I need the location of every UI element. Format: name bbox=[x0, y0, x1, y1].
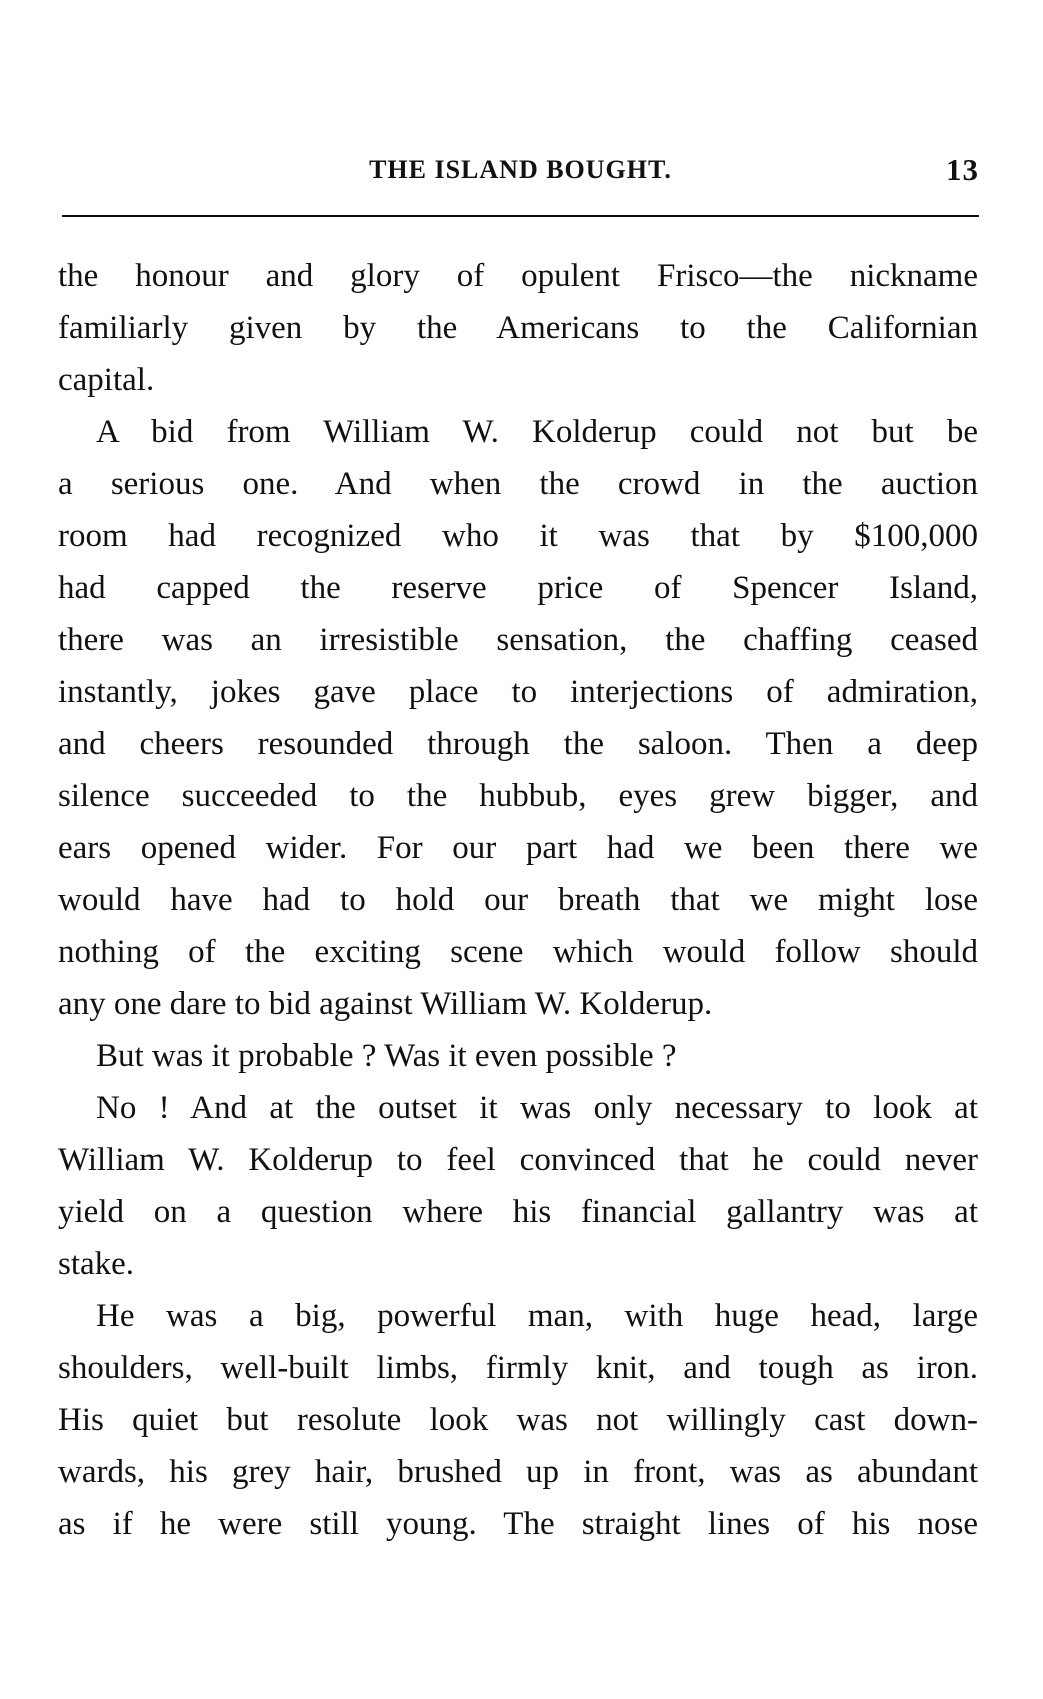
text-line: His quiet but resolute look was not willingly cast down- bbox=[58, 1402, 978, 1438]
text-line: shoulders, well-built limbs, firmly knit, and tough as iron. bbox=[58, 1350, 978, 1386]
text-line: room had recognized who it was that by $100,000 bbox=[58, 518, 978, 554]
text-line: stake. bbox=[58, 1246, 135, 1282]
text-line: a serious one. And when the crowd in the auction bbox=[58, 466, 978, 502]
text-line: nothing of the exciting scene which would follow should bbox=[58, 934, 978, 970]
text-line: No ! And at the outset it was only necessary to look at bbox=[96, 1090, 978, 1126]
text-line: familiarly given by the Americans to the Californian bbox=[58, 310, 978, 346]
text-line: But was it probable ? Was it even possible ? bbox=[96, 1038, 677, 1074]
text-line: and cheers resounded through the saloon. Then a deep bbox=[58, 726, 978, 762]
text-line: would have had to hold our breath that we might lose bbox=[58, 882, 978, 918]
text-line: instantly, jokes gave place to interjections of admiration, bbox=[58, 674, 978, 710]
text-line: there was an irresistible sensation, the chaffing ceased bbox=[58, 622, 978, 658]
header-rule bbox=[62, 215, 979, 217]
page-number: 13 bbox=[946, 152, 979, 187]
text-line: had capped the reserve price of Spencer Island, bbox=[58, 570, 978, 606]
running-head bbox=[62, 150, 979, 190]
text-line: A bid from William W. Kolderup could not but be bbox=[96, 414, 978, 450]
text-line: He was a big, powerful man, with huge head, large bbox=[96, 1298, 978, 1334]
body-text bbox=[58, 250, 978, 1550]
text-line: William W. Kolderup to feel convinced that he could never bbox=[58, 1142, 978, 1178]
text-line: ears opened wider. For our part had we been there we bbox=[58, 830, 978, 866]
running-title: THE ISLAND BOUGHT. bbox=[369, 155, 672, 184]
text-line: as if he were still young. The straight lines of his nose bbox=[58, 1506, 978, 1542]
text-line: capital. bbox=[58, 362, 155, 398]
text-line: yield on a question where his financial gallantry was at bbox=[58, 1194, 978, 1230]
text-line: the honour and glory of opulent Frisco—the nickname bbox=[58, 258, 978, 294]
text-line: any one dare to bid against William W. Kolderup. bbox=[58, 986, 713, 1022]
text-line: wards, his grey hair, brushed up in front, was as abundant bbox=[58, 1454, 978, 1490]
text-line: silence succeeded to the hubbub, eyes grew bigger, and bbox=[58, 778, 978, 814]
